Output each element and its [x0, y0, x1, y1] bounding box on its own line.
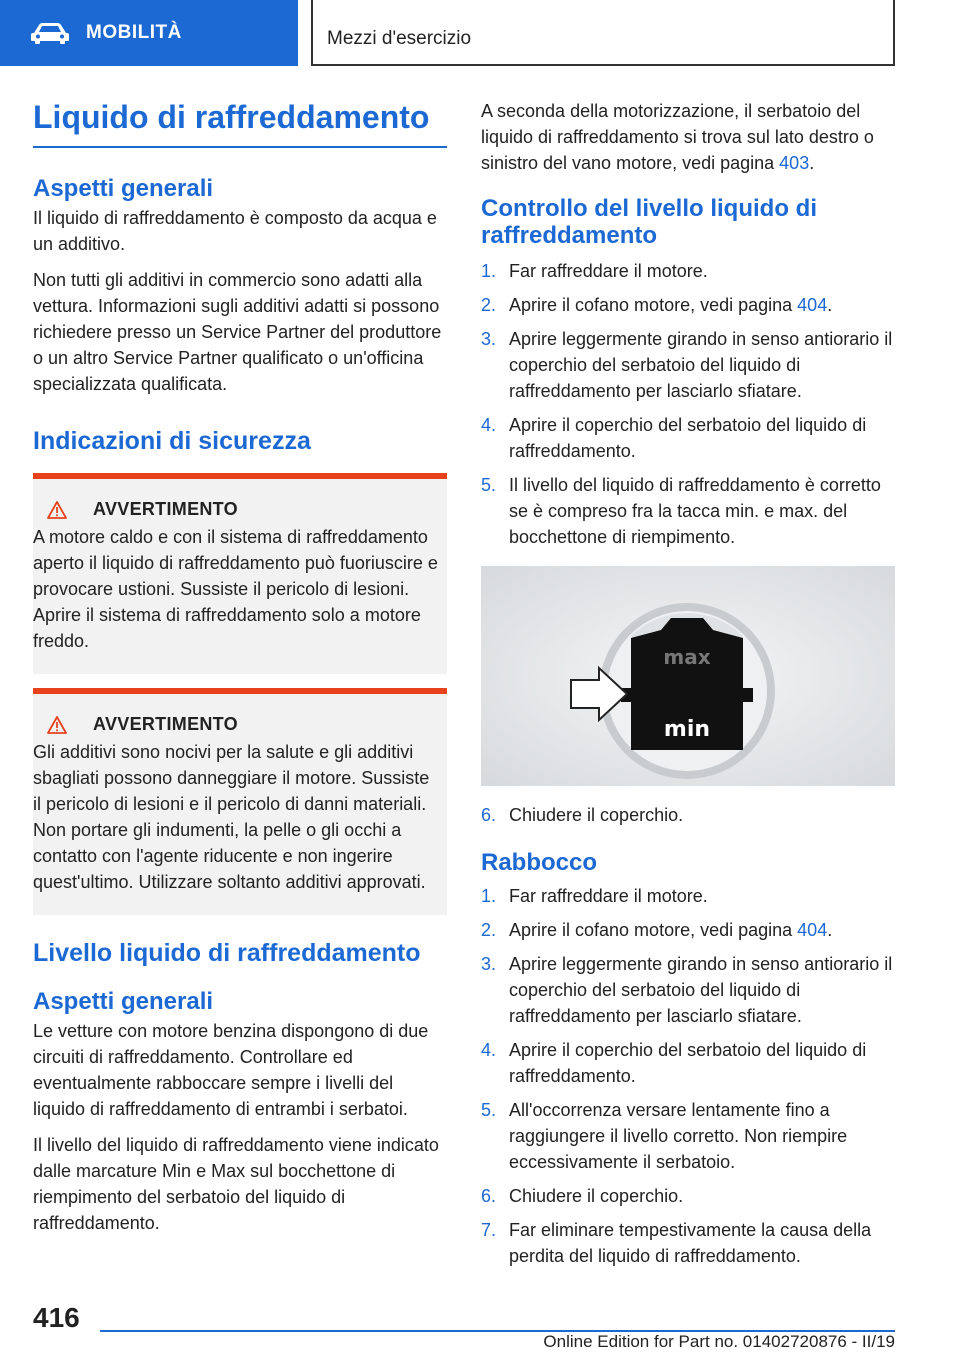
page-link[interactable]: 404 [797, 294, 828, 315]
page-title: Liquido di raffreddamento [33, 98, 447, 148]
check-steps-list [481, 258, 895, 550]
step-text: Far eliminare tempestivamente la causa della perdita del liquido di raffreddamento. [509, 1219, 872, 1266]
step-number: 3. [481, 953, 497, 974]
step-number: 3. [481, 328, 497, 349]
check-steps-list-cont [481, 802, 895, 828]
check-heading: Controllo del livello liquido di raffreddamento [481, 195, 817, 249]
general-paragraph-2: Non tutti gli additivi in commercio sono adatti alla vettura. Informazioni sugli additivi adatti si possono richiedere presso un Service Partner del produttore o un altro Service Partner qualificato o un'officina specializzata qualificata. [33, 270, 442, 395]
step-text: Aprire il coperchio del serbatoio del liquido di raffreddamento. [509, 1039, 867, 1086]
step-text: Aprire il cofano motore, vedi pagina 404. [509, 919, 833, 940]
right-column [481, 98, 895, 1277]
intro-text: A seconda della motorizzazione, il serbatoio del liquido di raffreddamento si trova sul lato destro o sinistro del vano motore, vedi pagina [481, 101, 874, 173]
step-text: Aprire il cofano motore, vedi pagina 404. [509, 294, 833, 315]
step-number: 5. [481, 1099, 497, 1120]
step-text: Far raffreddare il motore. [509, 885, 708, 906]
list-item [481, 292, 895, 318]
step-text: Chiudere il coperchio. [509, 1185, 684, 1206]
step-number: 6. [481, 804, 497, 825]
list-item [481, 1097, 895, 1175]
step-text: Far raffreddare il motore. [509, 260, 708, 281]
level-paragraph-1: Le vetture con motore benzina dispongono di due circuiti di raffreddamento. Controllare ed eventualmente rabboccare sempre i livelli del liquido di raffreddamento di entrambi i serbatoi. [33, 1021, 429, 1120]
list-item [481, 472, 895, 550]
max-mark: max [663, 644, 711, 669]
step-number: 5. [481, 474, 497, 495]
warning-title: AVVERTIMENTO [93, 714, 238, 735]
general-paragraph-1: Il liquido di raffreddamento è composto da acqua e un additivo. [33, 208, 437, 255]
step-text: Chiudere il coperchio. [509, 804, 684, 825]
filler-neck-illustration [481, 566, 895, 786]
step-number: 1. [481, 260, 497, 281]
step-text: Il livello del liquido di raffreddamento è corretto se è compreso fra la tacca min. e max. del bocchettone di riempimento. [509, 474, 881, 547]
warning-box-2 [33, 688, 447, 915]
step-text: Aprire leggermente girando in senso antiorario il coperchio del serbatoio del liquido di raffreddamento per lasciarlo sfiatare. [509, 328, 893, 401]
list-item [481, 917, 895, 943]
refill-steps-list [481, 883, 895, 1269]
step-number: 4. [481, 1039, 497, 1060]
warning-title: AVVERTIMENTO [93, 499, 238, 520]
step-number: 4. [481, 414, 497, 435]
refill-heading: Rabbocco [481, 848, 598, 876]
step-number: 2. [481, 919, 497, 940]
page-link[interactable]: 404 [797, 919, 828, 940]
page-header [0, 0, 960, 66]
general-heading: Aspetti generali [33, 175, 214, 203]
intro-paragraph: A seconda della motorizzazione, il serbatoio del liquido di raffreddamento si trova sul lato destro o sinistro del vano motore, vedi pagina 403. [481, 101, 874, 173]
filler-neck-figure [481, 566, 895, 786]
list-item [481, 326, 895, 404]
warning-triangle-icon [47, 501, 67, 519]
step-number: 6. [481, 1185, 497, 1206]
warning-triangle-icon [47, 716, 67, 734]
min-mark: min [663, 716, 711, 742]
step-text: Aprire il coperchio del serbatoio del liquido di raffreddamento. [509, 414, 867, 461]
edition-text: Online Edition for Part no. 01402720876 - II/19 [543, 1332, 895, 1351]
step-text: Aprire leggermente girando in senso antiorario il coperchio del serbatoio del liquido di raffreddamento per lasciarlo sfiatare. [509, 953, 893, 1026]
list-item [481, 1217, 895, 1269]
warning-text: A motore caldo e con il sistema di raffreddamento aperto il liquido di raffreddamento può fuoriuscire e provocare ustioni. Sussiste il pericolo di lesioni. Aprire il sistema di raffreddamento solo a motore freddo. [33, 527, 438, 652]
list-item [481, 412, 895, 464]
level-general-heading: Aspetti generali [33, 988, 214, 1016]
level-paragraph-2: Il livello del liquido di raffreddamento viene indicato dalle marcature Min e Max sul bocchettone di riempimento del serbatoio del liquido di raffreddamento. [33, 1135, 439, 1234]
level-heading: Livello liquido di raffreddamento [33, 939, 421, 968]
list-item [481, 883, 895, 909]
step-number: 1. [481, 885, 497, 906]
step-text: All'occorrenza versare lentamente fino a raggiungere il livello corretto. Non riempire eccessivamente il serbatoio. [509, 1099, 848, 1172]
list-item [481, 258, 895, 284]
step-number: 7. [481, 1219, 497, 1240]
car-icon [30, 21, 70, 45]
list-item [481, 802, 895, 828]
list-item [481, 1183, 895, 1209]
chapter-title: Mezzi d'esercizio [311, 0, 895, 66]
left-column [33, 98, 447, 1236]
list-item [481, 1037, 895, 1089]
list-item [481, 951, 895, 1029]
warning-text: Gli additivi sono nocivi per la salute e gli additivi sbagliati possono danneggiare il motore. Sussiste il pericolo di lesioni e il pericolo di danni materiali. Non portare gli indumenti, la pelle o gli occhi a contatto con l'agente riducente e non ingerire quest'ultimo. Utilizzare soltanto additivi approvati. [33, 742, 430, 893]
section-label: MOBILITÀ [86, 22, 182, 43]
page-number: 416 [33, 1302, 80, 1333]
warning-box-1 [33, 473, 447, 674]
section-tab[interactable] [0, 0, 298, 66]
step-number: 2. [481, 294, 497, 315]
safety-heading: Indicazioni di sicurezza [33, 427, 311, 456]
page-link[interactable]: 403 [779, 153, 810, 173]
